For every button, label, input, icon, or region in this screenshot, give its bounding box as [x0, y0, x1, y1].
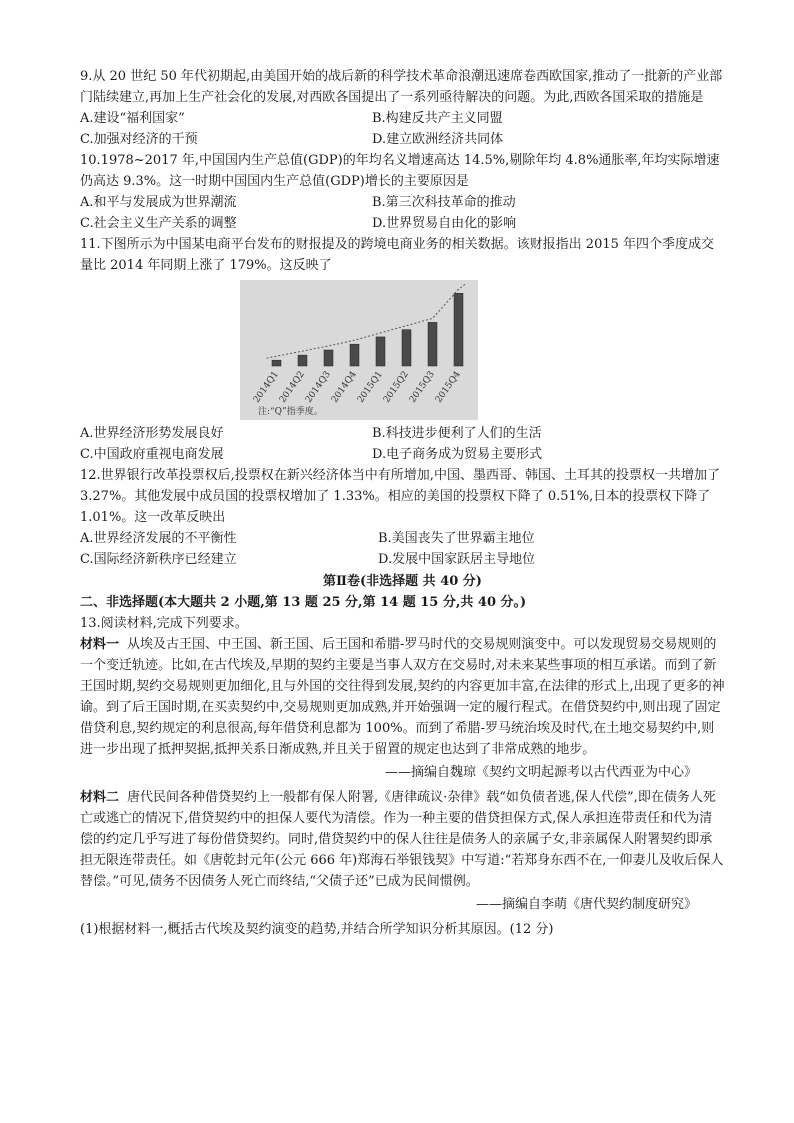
tick-label-2015Q4: 2015Q4 — [433, 369, 463, 405]
material1 — [80, 634, 725, 760]
tick-label-2014Q3: 2014Q3 — [303, 369, 333, 405]
q13-intro: 13.阅读材料,完成下列要求。 — [80, 616, 248, 631]
q10-option-b: B.第三次科技革命的推动 — [372, 195, 516, 210]
q12-option-b: B.美国丧失了世界霸主地位 — [378, 531, 535, 546]
q11-chart — [240, 280, 478, 420]
tick-label-2015Q2: 2015Q2 — [381, 369, 411, 405]
exam-page — [80, 66, 725, 940]
q9-option-d: D.建立欧洲经济共同体 — [372, 132, 504, 147]
q9-options-row1 — [80, 108, 725, 129]
q11-options-row1 — [80, 423, 725, 444]
q11-option-a: A.世界经济形势发展良好 — [80, 426, 224, 441]
bar-2014Q3 — [324, 350, 333, 366]
q12-option-a: A.世界经济发展的不平衡性 — [80, 531, 237, 546]
q11-option-b: B.科技进步便利了人们的生活 — [372, 426, 542, 441]
bar-2015Q4 — [454, 293, 463, 366]
q10-options-row1 — [80, 192, 725, 213]
q9-option-a: A.建设“福利国家” — [80, 111, 185, 126]
bar-2014Q2 — [298, 355, 307, 366]
q10-option-a: A.和平与发展成为世界潮流 — [80, 195, 237, 210]
tick-label-2014Q4: 2014Q4 — [329, 369, 359, 405]
q11-chart-svg — [240, 280, 478, 420]
bar-2015Q1 — [376, 337, 385, 366]
bar-2014Q4 — [350, 344, 359, 366]
q9-option-c: C.加强对经济的干预 — [80, 132, 198, 147]
q12-option-c: C.国际经济新秩序已经建立 — [80, 552, 237, 567]
tick-label-2014Q1: 2014Q1 — [251, 369, 281, 405]
q9-stem: 9.从 20 世纪 50 年代初期起,由美国开始的战后新的科学技术革命浪潮迅速席卷西欧国家,推动了一批新的产业部门陆续建立,再加上生产社会化的发展,对西欧各国提出了一系列亟待解决的问题。为此,西欧各国采取的措施是 — [80, 69, 723, 105]
q12-options-row2 — [80, 549, 725, 570]
q11-option-c: C.中国政府重视电商发展 — [80, 447, 224, 462]
material2-source: ——摘编自李萌《唐代契约制度研究》 — [475, 897, 697, 912]
material1-text: 从埃及古王国、中王国、新王国、后王国和希腊-罗马时代的交易规则演变中。可以发现贸易交易规则的一个变迁轨迹。比如,在古代埃及,早期的契约主要是当事人双方在交易时,对未来某些事项的相互承诺。而到了新王国时期,契约交易规则更加细化,且与外国的交往得到发展,契约的内容更加丰富,在法律的形式上,出现了更多的神谕。到了后王国时期,在买卖契约中,交易规则更加成熟,并开始强调一定的履行程式。在借贷契约中,则出现了固定借贷利息,契约规定的利息很高,每年借贷利息都为 100%。而到了希腊-罗马统治埃及时代,在土地交易契约中,则进一步出现了抵押契据,抵押关系日渐成熟,并且关于留置的规定也达到了非常成熟的地步。 — [80, 637, 725, 757]
material1-label: 材料一 — [80, 637, 120, 652]
q11-options-row2 — [80, 444, 725, 465]
q11-stem: 11.下图所示为中国某电商平台发布的财报提及的跨境电商业务的相关数据。该财报指出 2015 年四个季度成交量比 2014 年同期上涨了 179%。这反映了 — [80, 237, 715, 273]
chart-note: 注:“Q”指季度。 — [258, 407, 323, 417]
q12-options-row1 — [80, 528, 725, 549]
material2 — [80, 787, 725, 892]
q13-part1: (1)根据材料一,概括古代埃及契约演变的趋势,并结合所学知识分析其原因。(12 分) — [80, 922, 554, 937]
q12-option-d: D.发展中国家跃居主导地位 — [378, 552, 536, 567]
q10-option-d: D.世界贸易自由化的影响 — [372, 216, 517, 231]
q11-option-d: D.电子商务成为贸易主要形式 — [372, 447, 543, 462]
q9-option-b: B.构建反共产主义同盟 — [372, 111, 503, 126]
material2-text: 唐代民间各种借贷契约上一般都有保人附署,《唐律疏议·杂律》载“如负债者逃,保人代偿”,即在债务人死亡或逃亡的情况下,借贷契约中的担保人要代为清偿。作为一种主要的借贷担保方式,保人承担连带责任和代为清偿的约定几乎写进了每份借贷契约。同时,借贷契约中的保人往往是债务人的亲属子女,非亲属保人附署契约即承担无限连带责任。如《唐乾封元年(公元 666 年)郑海石举银钱契》中写道:“若郑身东西不在,一仰妻儿及收后保人替偿。”可见,债务不因债务人死亡而终结,“父债子还”已成为民间惯例。 — [80, 790, 724, 889]
bar-2014Q1 — [272, 360, 281, 366]
q10-option-c: C.社会主义生产关系的调整 — [80, 216, 237, 231]
tick-label-2015Q3: 2015Q3 — [407, 369, 437, 405]
q10-options-row2 — [80, 213, 725, 234]
q10-stem: 10.1978~2017 年,中国国内生产总值(GDP)的年均名义增速高达 14.5%,剔除年均 4.8%通胀率,年均实际增速仍高达 9.3%。这一时期中国国内生产总值(GDP)增长的主要原因是 — [80, 153, 720, 189]
material1-source: ——摘编自魏琼《契约文明起源考以古代西亚为中心》 — [384, 765, 697, 780]
tick-label-2015Q1: 2015Q1 — [355, 369, 385, 405]
part2-title: 第Ⅱ卷(非选择题 共 40 分) — [323, 574, 482, 589]
bar-2015Q3 — [428, 322, 437, 366]
q12-stem: 12.世界银行改革投票权后,投票权在新兴经济体当中有所增加,中国、墨西哥、韩国、土耳其的投票权一共增加了 3.27%。其他发展中成员国的投票权增加了 1.33%。相应的美国的投票权下降了 0.51%,日本的投票权下降了 1.01%。这一改革反映出 — [80, 468, 720, 525]
q9-options-row2 — [80, 129, 725, 150]
tick-label-2014Q2: 2014Q2 — [277, 369, 307, 405]
bar-2015Q2 — [402, 330, 411, 366]
material2-label: 材料二 — [80, 790, 120, 805]
part2-heading: 二、非选择题(本大题共 2 小题,第 13 题 25 分,第 14 题 15 分,共 40 分。) — [80, 595, 527, 610]
